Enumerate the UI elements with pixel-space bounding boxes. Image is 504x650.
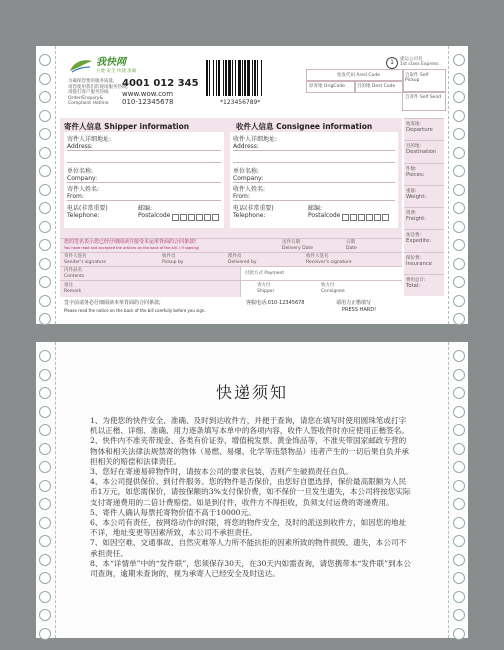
- footer-notice-en: Please read the notice on the back of the bill carefully before you sign.: [64, 308, 206, 313]
- notice-body: [90, 416, 412, 579]
- notice-paragraph: 5、寄件人确认每票托寄物价值不高于10000元。: [90, 507, 256, 517]
- feed-hole: [39, 480, 51, 492]
- remark-en: Remark: [64, 289, 82, 294]
- notice-paragraph: 8、本“详情单”中的“发件联”，您须保存30天，在30天内如需查询，请您携带本“发件联”到本公司查询，逾期未查询的，视为承寄人已经安全及时送达。: [90, 558, 411, 579]
- delivered-by-label[interactable]: 派件员 Delivered by: [228, 254, 257, 265]
- feed-hole: [453, 313, 465, 325]
- fee-label-en: Departure: [406, 127, 433, 133]
- feed-hole: [39, 424, 51, 436]
- fee-row[interactable]: [404, 140, 444, 163]
- logo-leaf-icon: [68, 58, 94, 72]
- fee-label-cn: 保价费:: [406, 255, 422, 261]
- contents-cn: 内件品名: [64, 268, 82, 273]
- barcode-bar: [254, 60, 256, 96]
- feed-hole: [39, 628, 51, 640]
- shipper-name-label: 寄件人姓名: From:: [67, 186, 100, 200]
- remark-cn: 备注: [64, 283, 73, 288]
- fee-label-cn: 重量:: [406, 188, 417, 194]
- feed-hole: [453, 591, 465, 603]
- barcode-bar: [244, 60, 246, 96]
- feed-hole: [453, 54, 465, 66]
- footer-press-en: PRESS HARD!: [342, 307, 377, 313]
- feed-hole: [39, 128, 51, 140]
- fee-label-cn: 加急费:: [406, 233, 422, 239]
- feed-hole: [453, 258, 465, 270]
- perforation-right: [448, 46, 449, 324]
- notice-row: [60, 238, 402, 253]
- consignee-postcode-boxes[interactable]: [342, 207, 390, 226]
- shipper-postcode-boxes[interactable]: [172, 207, 220, 226]
- barcode: [206, 60, 296, 96]
- feed-hole: [39, 202, 51, 214]
- footer-hotline: 客服电话:010-12345678: [246, 300, 305, 306]
- fee-row[interactable]: [404, 185, 444, 208]
- fee-label-cn: 费用总计:: [406, 277, 426, 283]
- shipper-company-line[interactable]: [67, 182, 221, 183]
- slogan: 方便 安全 快捷 准确: [96, 69, 137, 74]
- self-send-label: 自寄件 Self Send: [405, 95, 442, 100]
- barcode-bar: [257, 60, 258, 96]
- barcode-bar: [228, 60, 231, 96]
- feed-hole: [453, 443, 465, 455]
- feed-hole: [453, 350, 465, 362]
- corner-express: 1st class Express: [400, 62, 439, 67]
- date-label: 日期 Date: [346, 240, 357, 251]
- feed-hole: [39, 54, 51, 66]
- barcode-bar: [238, 60, 241, 96]
- feed-hole: [39, 443, 51, 455]
- barcode-bar: [261, 60, 262, 96]
- pickup-by-label[interactable]: 收件员 Pickup by: [162, 254, 184, 265]
- fee-row[interactable]: [404, 274, 444, 297]
- fee-label-en: Total:: [406, 282, 421, 289]
- feed-hole: [453, 221, 465, 233]
- fee-label-cn: 件数:: [406, 166, 417, 172]
- perforation-left: [55, 46, 56, 324]
- feed-hole: [39, 295, 51, 307]
- notice-paragraph: 3、您好在寄递易碎物件时，请按本公司的要求包装，否则产生破损责任自负。: [90, 467, 354, 477]
- consignee-address-line-2[interactable]: [233, 162, 395, 163]
- self-send-box: [402, 91, 446, 111]
- payment-options: [240, 281, 403, 297]
- dest-code-box: [354, 80, 404, 93]
- feed-hole: [39, 517, 51, 529]
- consignee-panel: [230, 132, 398, 228]
- shipper-company-label: 单位名称: Company:: [67, 168, 98, 182]
- remark-row: [60, 280, 402, 297]
- footer-notice-cn: 签字前请务必仔细阅读本单背面的合同条款;: [64, 300, 161, 306]
- feed-hole: [453, 480, 465, 492]
- feed-hole: [39, 461, 51, 473]
- logo-text: 我快网: [96, 57, 126, 68]
- fee-label-cn: 资费:: [406, 211, 417, 216]
- notice-row-en: You have read and accepted the articles on the back of the bill. ( if signing): [64, 246, 200, 250]
- feed-hole: [39, 184, 51, 196]
- shipper-panel: [64, 132, 224, 228]
- fee-column: [404, 118, 444, 296]
- feed-hole: [453, 110, 465, 122]
- orig-code-box: [306, 80, 356, 93]
- tractor-holes-right: [450, 46, 468, 324]
- consignee-name-label: 收件人姓名: From:: [233, 186, 266, 200]
- receiver-signature-label[interactable]: 收件人签名 Receiver's signature: [306, 254, 352, 265]
- barcode-bar: [216, 60, 217, 96]
- phone-small: 010-12345678: [122, 98, 174, 106]
- fee-label-en: Weight:: [406, 193, 427, 200]
- consignee-address-line[interactable]: [233, 150, 395, 151]
- consignee-name-line[interactable]: [233, 200, 395, 201]
- feed-hole: [453, 535, 465, 547]
- feed-hole: [39, 258, 51, 270]
- feed-hole: [453, 276, 465, 288]
- feed-hole: [39, 165, 51, 177]
- feed-hole: [453, 572, 465, 584]
- consignee-phone-label: 电话(非常重要) Telephone:: [233, 205, 274, 219]
- feed-hole: [39, 535, 51, 547]
- contents-row: [60, 266, 402, 281]
- barcode-bar: [232, 60, 233, 96]
- shipper-name-line[interactable]: [67, 200, 221, 201]
- feed-hole: [453, 202, 465, 214]
- feed-hole: [453, 295, 465, 307]
- fee-row[interactable]: [404, 118, 444, 141]
- payment-label: 付款方式 Payment: [245, 271, 285, 276]
- feed-hole: [39, 73, 51, 85]
- tractor-holes-left: [36, 46, 54, 324]
- fee-label-en: Insurance: [406, 260, 432, 267]
- feed-hole: [39, 239, 51, 251]
- fee-row[interactable]: [404, 252, 444, 275]
- barcode-bar: [213, 60, 214, 96]
- barcode-number: *123456789*: [220, 99, 261, 106]
- notice-row-cn: 您的签名表示您已经仔细阅读并接受本运单背面的合同条款!: [64, 239, 197, 245]
- barcode-bar: [225, 60, 227, 96]
- origin-code-label: 始发代码 Ared Code: [337, 73, 380, 78]
- notice-title: 快递须知: [215, 383, 288, 402]
- feed-hole: [453, 424, 465, 436]
- barcode-bar: [235, 60, 236, 96]
- fee-row[interactable]: [404, 229, 444, 252]
- hotline-number: 4001 012 345: [122, 78, 199, 89]
- barcode-bar: [223, 60, 224, 96]
- feed-hole: [453, 165, 465, 177]
- shipper-postcode-label: 邮编: Postalcode: [138, 205, 171, 219]
- website: www.wow.com: [122, 90, 174, 98]
- feed-hole: [453, 628, 465, 640]
- footer-press-cn: 请用力正楷填写: [336, 300, 372, 306]
- hotline-intro: 为确保您要的服务质量, 请您使用我们的现场服务热线, 请拨打客户服务热线 Order/Enquiry& Complaint Hotline: [68, 79, 128, 107]
- notice-paragraph: 1、为使您的快件安全、准确、及时到达收件方，并便于查询，请您在填写时使用圆珠笔或打字机以正楷、详细、准确、用力逐条填写本单中的各项内容，收件人签收件时亦应使用正楷签名。: [90, 416, 409, 436]
- payment-shipper-option[interactable]: 寄方付 Shipper: [257, 283, 275, 294]
- notice-paragraph: 2、快件内不准夹带现金、各类有价证券、增值税发票、黄金饰品等，不准夹带国家邮政专营的物体和相关法律法规禁寄的物体（易燃、易爆、化学等违禁物品）违者产生的一切后果自负并承担相关的赔偿和法律责任。: [90, 436, 409, 466]
- fee-label-en: Destination: [406, 149, 437, 156]
- shipper-phone-label: 电话(非常重要) Telephone:: [67, 205, 108, 219]
- dest-code-label: 目的地 Dest Code: [357, 84, 396, 89]
- feed-hole: [453, 91, 465, 103]
- feed-hole: [453, 184, 465, 196]
- fee-label-cn: 始发地:: [406, 122, 422, 127]
- delivery-date-label: 送件日期 Delivery Date: [282, 240, 313, 251]
- self-pickup-box: [402, 69, 446, 93]
- feed-hole: [39, 591, 51, 603]
- feed-hole: [39, 221, 51, 233]
- payment-header-cell: [240, 267, 403, 281]
- fee-label-cn: 目的地:: [406, 144, 422, 150]
- consignee-postcode-label: 邮编: Postalcode: [308, 205, 341, 219]
- feed-hole: [453, 498, 465, 510]
- feed-hole: [39, 313, 51, 325]
- feed-hole: [453, 369, 465, 381]
- orig-code-label: 原寄地 OrigCode: [309, 84, 345, 89]
- waybill-form: [36, 46, 468, 324]
- barcode-bar: [247, 60, 250, 96]
- consignee-address-label: 收件人详细地址: Address:: [233, 136, 278, 150]
- notice-paragraph: 4、本公司提供保价、到付件服务。您的物件是否保价，由您好自愿选择，保价最高限额为人民币1万元，如您需保价，请按保额的3%支付保价费，如不保价一旦发生遗失，本公司将按您实际支付寄递费用的二倍计费赔偿。如是到付件，收件方不得拒收，负须支付运费的寄递费用。: [90, 477, 411, 507]
- shipper-header: 寄件人信息 Shipper information: [64, 122, 190, 131]
- barcode-bar: [252, 60, 253, 96]
- feed-hole: [453, 517, 465, 529]
- self-pickup-label: 自取件 Self Pickup: [405, 73, 429, 83]
- feed-hole: [453, 73, 465, 85]
- barcode-bar: [209, 60, 210, 96]
- notice-paragraph: 7、如因空难、交通事故、自然灾难等人力所不能抗拒的因素所致的物件损毁、遗失，本公司不承担责任。: [90, 538, 407, 558]
- feed-hole: [453, 147, 465, 159]
- fee-label-en: Freight:: [406, 216, 427, 222]
- feed-hole: [39, 350, 51, 362]
- feed-hole: [39, 110, 51, 122]
- contents-en: Contents: [64, 274, 85, 279]
- feed-hole: [39, 609, 51, 621]
- fee-row[interactable]: [404, 207, 444, 230]
- feed-hole: [453, 239, 465, 251]
- feed-hole: [39, 498, 51, 510]
- feed-hole: [39, 276, 51, 288]
- notice-paragraph: 6、本公司有责任，按网络动作的时限，将您的物件安全，及时的派送到收件方，如因您的地址不详，地址变更等因素所致，本公司不承担责任。: [90, 518, 407, 538]
- notice-sheet: [36, 342, 468, 638]
- fee-row[interactable]: [404, 163, 444, 186]
- feed-hole: [39, 572, 51, 584]
- circle-mark: 1: [386, 57, 398, 69]
- barcode-bar: [218, 60, 220, 96]
- feed-hole: [453, 554, 465, 566]
- sender-signature-label[interactable]: 寄件人签名 Sender's signature: [64, 254, 107, 265]
- feed-hole: [39, 554, 51, 566]
- feed-hole: [453, 406, 465, 418]
- feed-hole: [39, 91, 51, 103]
- barcode-bar: [206, 60, 208, 96]
- shipper-address-label: 寄件人详细地址: Address:: [67, 136, 112, 150]
- consignee-company-label: 单位名称: Company:: [233, 168, 264, 182]
- barcode-bar: [242, 60, 243, 96]
- payment-consignee-option[interactable]: 收方付 Consignee: [321, 283, 345, 294]
- consignee-header: 收件人信息 Consignee information: [236, 122, 373, 131]
- feed-hole: [39, 406, 51, 418]
- shipper-address-line[interactable]: [67, 150, 221, 151]
- feed-hole: [39, 369, 51, 381]
- corner-company: 递运公司名: [400, 57, 423, 62]
- consignee-company-line[interactable]: [233, 182, 395, 183]
- form-area: [60, 52, 444, 318]
- sign-row: [60, 252, 402, 267]
- fee-label-en: Pieces:: [406, 171, 425, 178]
- feed-hole: [453, 128, 465, 140]
- feed-hole: [453, 609, 465, 621]
- fee-label-en: Expedite:: [406, 238, 432, 245]
- feed-hole: [39, 147, 51, 159]
- feed-hole: [453, 461, 465, 473]
- shipper-address-line-2[interactable]: [67, 162, 221, 163]
